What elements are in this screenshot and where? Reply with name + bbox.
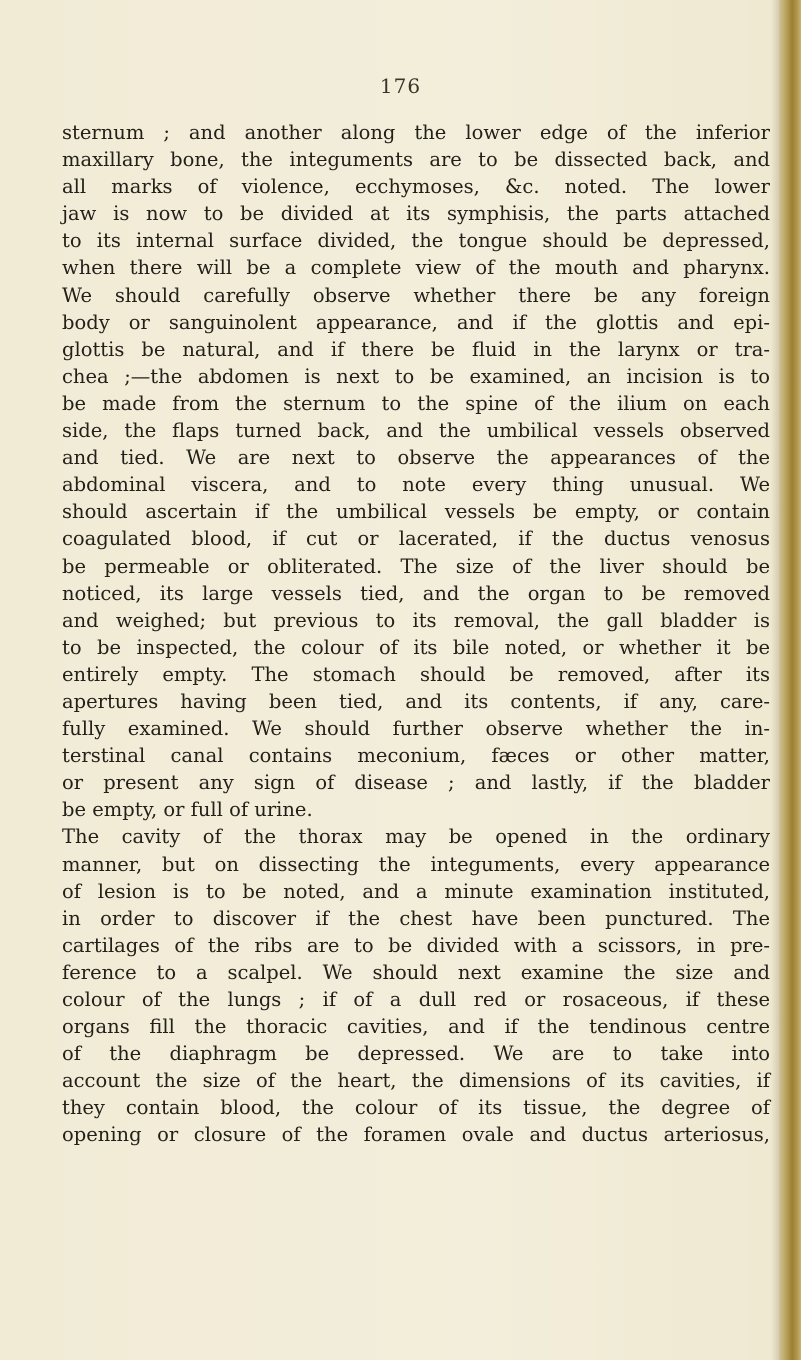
text-line: all marks of violence, ecchymoses, &c. noted. The lower	[62, 175, 770, 199]
text-line: opening or closure of the foramen ovale and ductus arteriosus,	[62, 1123, 770, 1147]
text-line: when there will be a complete view of the mouth and pharynx.	[62, 256, 770, 280]
text-line: terstinal canal contains meconium, fæces or other matter,	[62, 744, 770, 768]
text-line: colour of the lungs ; if of a dull red or rosaceous, if these	[62, 988, 770, 1011]
text-line: and tied. We are next to observe the appearances of the	[62, 446, 770, 470]
text-line: jaw is now to be divided at its symphisis, the parts attached	[62, 202, 770, 226]
text-line: account the size of the heart, the dimensions of its cavities, if	[62, 1069, 770, 1093]
text-line: entirely empty. The stomach should be removed, after its	[62, 662, 770, 686]
text-line: of lesion is to be noted, and a minute examination instituted,	[62, 879, 770, 903]
text-line: ference to a scalpel. We should next examine the size and	[62, 960, 770, 984]
text-line: coagulated blood, if cut or lacerated, if the ductus venosus	[62, 527, 770, 551]
page-shadow	[771, 0, 779, 1360]
page-edge	[779, 0, 801, 1360]
body-text	[62, 119, 770, 1149]
text-line: chea ;—the abdomen is next to be examined, an incision is to	[62, 364, 770, 388]
text-line: to its internal surface divided, the tongue should be depressed,	[62, 229, 770, 253]
text-line: cartilages of the ribs are to be divided with a scissors, in pre-	[62, 933, 770, 957]
text-line: body or sanguinolent appearance, and if the glottis and epi-	[62, 310, 770, 334]
text-line: sternum ; and another along the lower edge of the inferior	[62, 121, 770, 144]
text-line: glottis be natural, and if there be fluid in the larynx or tra-	[62, 337, 770, 361]
text-line: apertures having been tied, and its contents, if any, care-	[62, 689, 770, 713]
text-line: side, the flaps turned back, and the umbilical vessels observed	[62, 419, 770, 443]
text-line: be empty, or full of urine.	[62, 798, 313, 822]
text-line: or present any sign of disease ; and lastly, if the bladder	[62, 771, 770, 795]
text-line: in order to discover if the chest have been punctured. The	[62, 906, 770, 930]
text-line: be permeable or obliterated. The size of the liver should be	[62, 554, 770, 578]
paragraph-start-line: The cavity of the thorax may be opened in the ordinary	[62, 825, 770, 849]
text-line: We should carefully observe whether there be any foreign	[62, 283, 770, 307]
page-number: 176	[379, 74, 422, 98]
text-line: abdominal viscera, and to note every thing unusual. We	[62, 473, 770, 497]
text-line: to be inspected, the colour of its bile noted, or whether it be	[62, 635, 770, 659]
text-line: noticed, its large vessels tied, and the organ to be removed	[62, 581, 770, 605]
text-line: fully examined. We should further observe whether the in-	[62, 717, 770, 741]
text-line: should ascertain if the umbilical vessels be empty, or contain	[62, 500, 770, 524]
text-line: and weighed; but previous to its removal, the gall bladder is	[62, 608, 770, 632]
text-line: manner, but on dissecting the integuments, every appearance	[62, 852, 770, 876]
text-line: of the diaphragm be depressed. We are to take into	[62, 1042, 770, 1066]
text-line: maxillary bone, the integuments are to be dissected back, and	[62, 148, 770, 172]
text-line: be made from the sternum to the spine of the ilium on each	[62, 391, 770, 415]
text-line: they contain blood, the colour of its tissue, the degree of	[62, 1096, 770, 1120]
text-line: organs fill the thoracic cavities, and if the tendinous centre	[62, 1015, 770, 1039]
